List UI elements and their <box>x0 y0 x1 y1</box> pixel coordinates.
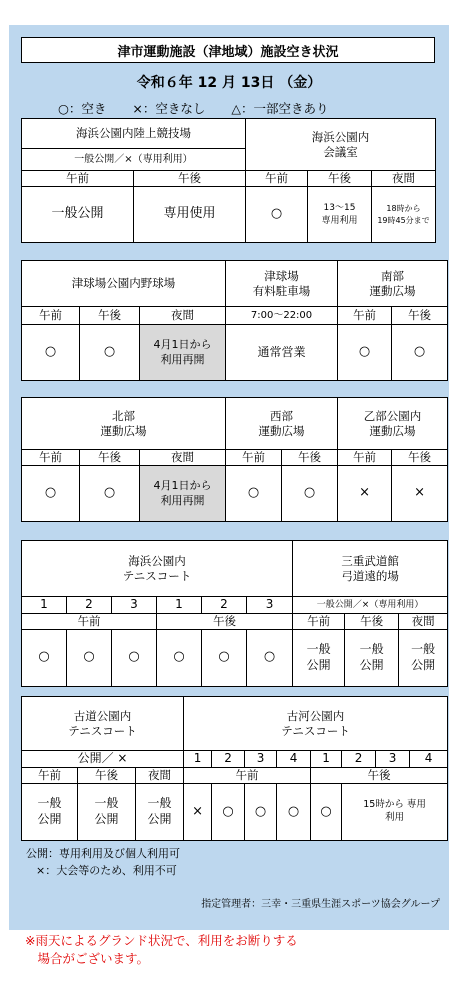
facility-name: 乙部公園内 運動広場 <box>338 398 448 450</box>
table-sports-grounds <box>21 397 448 522</box>
facility-name: 海浜公園内 会議室 <box>246 119 436 171</box>
status-cell: ○ <box>247 629 293 686</box>
status-cell: 一般 公開 <box>136 784 184 841</box>
court-number: 2 <box>342 751 376 768</box>
court-number: 4 <box>277 751 311 768</box>
status-cell: 15時から 専用 利用 <box>342 784 448 841</box>
period-header: 午前 <box>22 768 78 784</box>
period-header: 午前 <box>22 171 134 187</box>
status-cell: ○ <box>22 325 80 381</box>
period-header: 午前 <box>293 613 345 629</box>
status-cell: ○ <box>202 629 247 686</box>
court-number: 1 <box>157 597 202 614</box>
facility-subtitle: 一般公開／×（専用利用） <box>293 597 448 614</box>
status-cell: ○ <box>22 466 80 522</box>
period-header: 午前 <box>184 768 311 784</box>
court-number: 4 <box>410 751 448 768</box>
facility-name: 古河公園内 テニスコート <box>184 697 448 751</box>
status-cell: ○ <box>80 325 140 381</box>
status-cell: 一般公開 <box>22 187 134 243</box>
period-header: 午前 <box>22 613 157 629</box>
status-cell: 一般 公開 <box>399 629 448 686</box>
table-baseball-parking-south <box>21 260 448 381</box>
facility-name: 津球場 有料駐車場 <box>226 261 338 307</box>
status-cell: ○ <box>282 466 338 522</box>
rain-warning: ※雨天によるグランド状況で、利用をお断りする 場合がございます。 <box>25 933 298 967</box>
status-cell: 18時から 19時45分まで <box>372 187 436 243</box>
period-header: 夜間 <box>399 613 448 629</box>
court-number: 3 <box>112 597 157 614</box>
facility-name: 古道公園内 テニスコート <box>22 697 184 751</box>
status-cell: ○ <box>246 187 308 243</box>
facility-name: 南部 運動広場 <box>338 261 448 307</box>
court-number: 3 <box>247 597 293 614</box>
facility-subtitle: 公開／ × <box>22 751 184 768</box>
facility-name: 海浜公園内陸上競技場 <box>22 119 246 149</box>
court-number: 1 <box>184 751 212 768</box>
note-public: 公開：専用利用及び個人利用可 <box>26 847 180 860</box>
facility-name: 海浜公園内 テニスコート <box>22 541 293 597</box>
period-header: 午後 <box>345 613 399 629</box>
period-header: 夜間 <box>372 171 436 187</box>
court-number: 3 <box>245 751 277 768</box>
legend-available: ○：空き <box>58 101 107 116</box>
status-cell: ○ <box>80 466 140 522</box>
status-cell: 一般 公開 <box>78 784 136 841</box>
court-number: 3 <box>376 751 410 768</box>
status-cell: ○ <box>226 466 282 522</box>
status-cell: 一般 公開 <box>293 629 345 686</box>
status-cell: ○ <box>338 325 392 381</box>
facility-name: 西部 運動広場 <box>226 398 338 450</box>
court-number: 2 <box>212 751 245 768</box>
period-header: 午後 <box>392 450 448 466</box>
period-header: 午前 <box>226 450 282 466</box>
status-cell: ○ <box>311 784 342 841</box>
status-cell: 13～15 専用利用 <box>308 187 372 243</box>
facility-name: 津球場公園内野球場 <box>22 261 226 307</box>
period-header: 午後 <box>392 307 448 325</box>
table-tennis-kyudo <box>21 540 448 687</box>
period-header: 午前 <box>338 307 392 325</box>
period-header: 午後 <box>80 307 140 325</box>
status-cell: 通常営業 <box>226 325 338 381</box>
status-cell: × <box>392 466 448 522</box>
status-cell: ○ <box>112 629 157 686</box>
page-title: 津市運動施設（津地域）施設空き状況 <box>21 37 435 63</box>
period-header: 夜間 <box>136 768 184 784</box>
status-cell: 4月1日から 利用再開 <box>140 466 226 522</box>
table-athletics-meeting <box>21 118 436 243</box>
court-number: 1 <box>22 597 67 614</box>
legend <box>58 99 438 117</box>
status-cell: ○ <box>245 784 277 841</box>
status-cell: 4月1日から 利用再開 <box>140 325 226 381</box>
period-header: 午後 <box>134 171 246 187</box>
status-cell: ○ <box>392 325 448 381</box>
period-header: 午後 <box>282 450 338 466</box>
period-header: 夜間 <box>140 450 226 466</box>
period-header: 午後 <box>308 171 372 187</box>
period-header: 午前 <box>22 450 80 466</box>
period-header: 夜間 <box>140 307 226 325</box>
date: 令和６年 12 月 13日 （金） <box>136 75 322 91</box>
table-tennis-furumichi-furukawa <box>21 696 448 841</box>
facility-subtitle: 一般公開／×（専用利用） <box>22 149 246 171</box>
period-header: 午前 <box>22 307 80 325</box>
status-cell: 専用使用 <box>134 187 246 243</box>
status-cell: 一般 公開 <box>345 629 399 686</box>
status-cell: ○ <box>212 784 245 841</box>
legend-partial: △：一部空きあり <box>231 101 329 116</box>
facility-name: 三重武道館 弓道遠的場 <box>293 541 448 597</box>
period-header: 午後 <box>78 768 136 784</box>
status-cell: ○ <box>277 784 311 841</box>
period-header: 午後 <box>80 450 140 466</box>
status-cell: ○ <box>157 629 202 686</box>
court-number: 2 <box>202 597 247 614</box>
status-cell: × <box>184 784 212 841</box>
period-header: 午前 <box>246 171 308 187</box>
period-header: 7:00～22:00 <box>226 307 338 325</box>
manager-credit: 指定管理者：三幸・三重県生涯スポーツ協会グループ <box>201 899 440 910</box>
period-header: 午後 <box>311 768 448 784</box>
status-cell: ○ <box>67 629 112 686</box>
note-unavailable: ×：大会等のため、利用不可 <box>36 864 177 877</box>
status-cell: × <box>338 466 392 522</box>
period-header: 午後 <box>157 613 293 629</box>
court-number: 2 <box>67 597 112 614</box>
status-cell: ○ <box>22 629 67 686</box>
status-cell: 一般 公開 <box>22 784 78 841</box>
legend-unavailable: ×：空きなし <box>132 101 206 116</box>
period-header: 午前 <box>338 450 392 466</box>
court-number: 1 <box>311 751 342 768</box>
facility-name: 北部 運動広場 <box>22 398 226 450</box>
